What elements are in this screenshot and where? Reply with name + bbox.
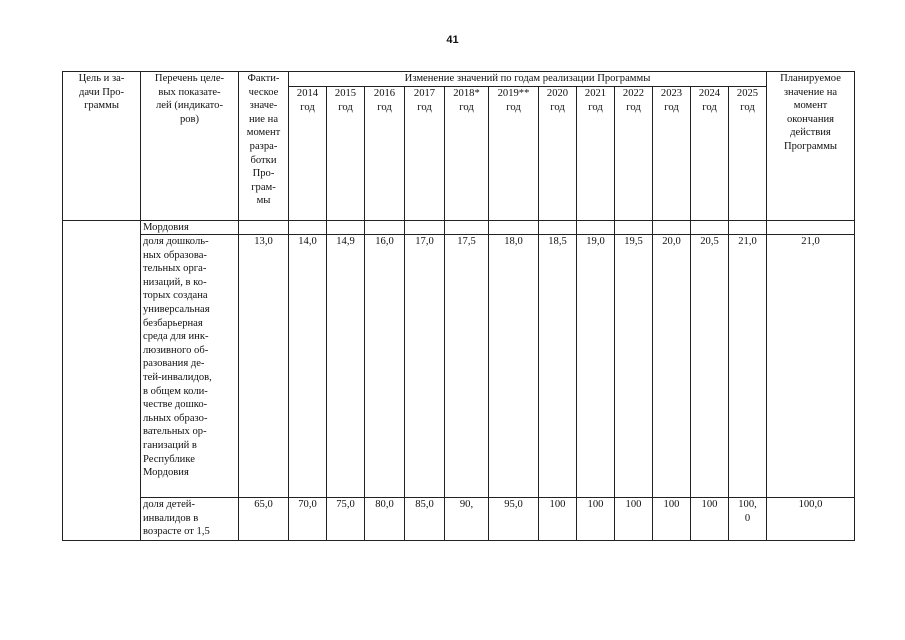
year-value-cell: 100, 0 [729,498,767,541]
year-value-cell: 21,0 [729,235,767,498]
header-year-2020: 2020 год [539,87,577,221]
header-actual: Факти- ческое значе- ние на момент разра- ботки Про- грам- мы [239,72,289,221]
year-value-cell: 100 [653,498,691,541]
region-label: Мордовия [141,221,239,235]
year-value-cell: 100 [691,498,729,541]
header-planned: Планируемое значение на момент окончания действия Программы [767,72,855,221]
year-value-cell: 19,5 [615,235,653,498]
header-year-2015: 2015 год [327,87,365,221]
year-value-cell: 80,0 [365,498,405,541]
planned-value-cell: 100,0 [767,498,855,541]
header-year-2014: 2014 год [289,87,327,221]
year-value-cell: 17,5 [445,235,489,498]
year-value-cell: 14,0 [289,235,327,498]
region-empty-planned [767,221,855,235]
page-number: 41 [446,34,459,46]
year-value-cell: 85,0 [405,498,445,541]
year-value-cell: 95,0 [489,498,539,541]
header-year-2025: 2025 год [729,87,767,221]
header-years-group: Изменение значений по годам реализации Программы [289,72,767,87]
year-value-cell: 75,0 [327,498,365,541]
header-year-2019: 2019** год [489,87,539,221]
planned-value-cell: 21,0 [767,235,855,498]
year-value-cell: 20,5 [691,235,729,498]
goal-cell [63,221,141,541]
indicator-cell: доля детей- инвалидов в возрасте от 1,5 [141,498,239,541]
table-row [63,498,855,541]
year-value-cell: 100 [539,498,577,541]
year-value-cell: 14,9 [327,235,365,498]
indicators-table [62,71,855,541]
year-value-cell: 70,0 [289,498,327,541]
year-value-cell: 17,0 [405,235,445,498]
year-value-cell: 18,5 [539,235,577,498]
actual-value-cell: 13,0 [239,235,289,498]
header-goal: Цель и за- дачи Про- граммы [63,72,141,221]
year-value-cell: 20,0 [653,235,691,498]
header-year-2017: 2017 год [405,87,445,221]
year-value-cell: 19,0 [577,235,615,498]
header-indicators: Перечень целе- вых показате- лей (индикато- ров) [141,72,239,221]
year-value-cell: 90, [445,498,489,541]
region-empty-actual [239,221,289,235]
header-year-2021: 2021 год [577,87,615,221]
year-value-cell: 100 [615,498,653,541]
actual-value-cell: 65,0 [239,498,289,541]
year-value-cell: 16,0 [365,235,405,498]
header-year-2016: 2016 год [365,87,405,221]
header-year-2023: 2023 год [653,87,691,221]
year-value-cell: 100 [577,498,615,541]
year-value-cell: 18,0 [489,235,539,498]
table-row [63,235,855,498]
header-year-2018: 2018* год [445,87,489,221]
indicator-cell: доля дошколь- ных образова- тельных орга- низаций, в ко- торых создана универсальная безбарьерная среда для инк- люзивного об- разования де- тей-инвалидов, в общем коли- честве дошко- льных образо- вательных ор- ганизаций в Республике Мордовия [141,235,239,498]
header-year-2024: 2024 год [691,87,729,221]
header-year-2022: 2022 год [615,87,653,221]
